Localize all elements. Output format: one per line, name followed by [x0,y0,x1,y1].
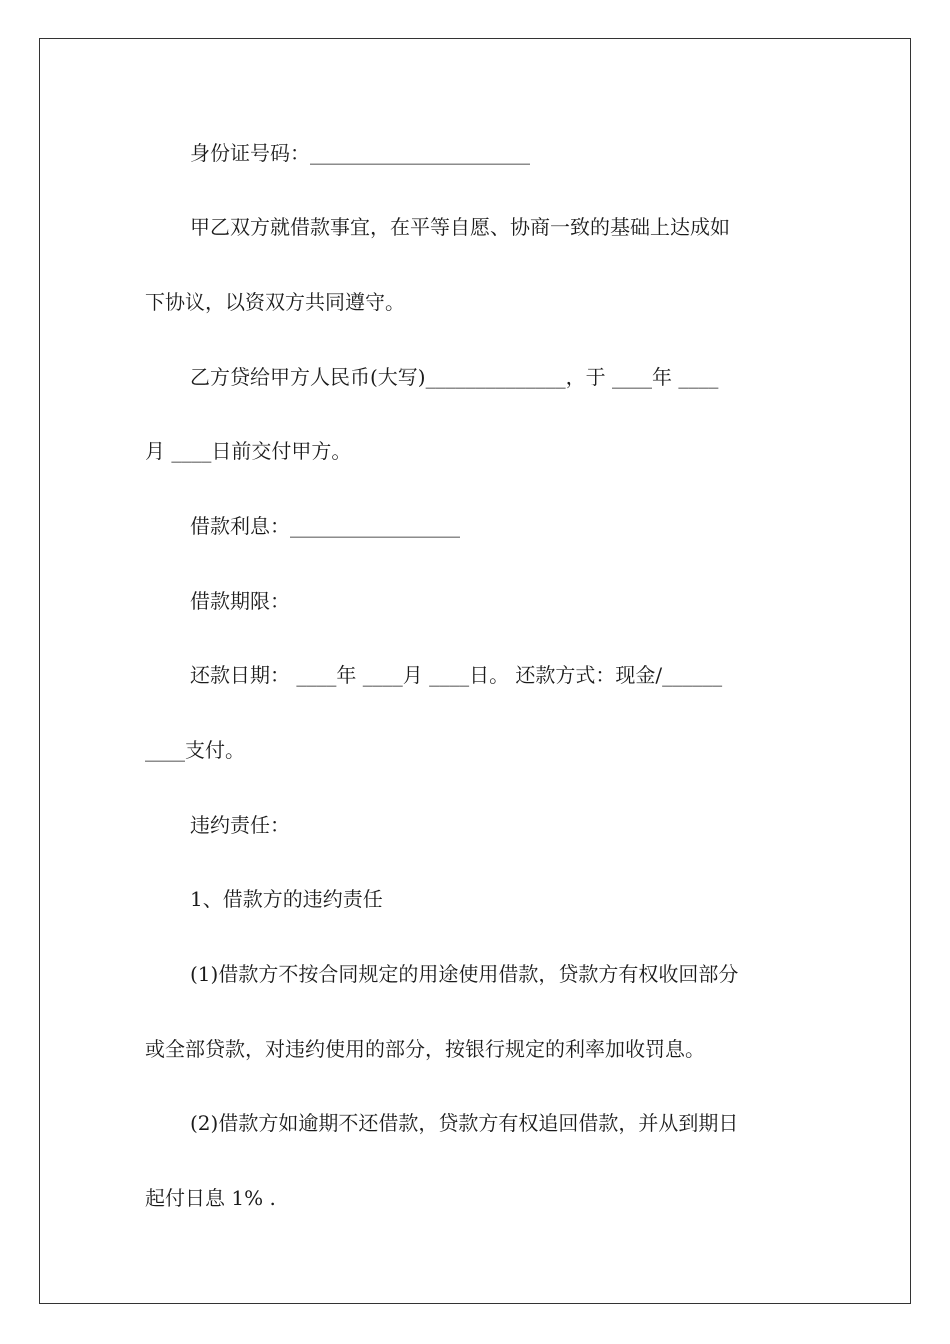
clause-2-line-2: 起付日息 1% . [145,1186,276,1210]
repayment-date-line-2: ____支付。 [145,738,245,762]
borrower-breach-heading: 1、借款方的违约责任 [190,887,383,911]
clause-1-line-1: (1)借款方不按合同规定的用途使用借款，贷款方有权收回部分 [190,962,739,986]
clause-2-line-1: (2)借款方如逾期不还借款，贷款方有权追回借款，并从到期日 [190,1111,739,1135]
loan-term-line: 借款期限： [190,589,290,613]
loan-amount-line-2: 月 ____日前交付甲方。 [145,439,352,463]
agreement-intro-line-2: 下协议，以资双方共同遵守。 [145,290,405,314]
loan-amount-line-1: 乙方贷给甲方人民币(大写)______________，于 ____年 ____ [190,365,719,389]
breach-heading: 违约责任： [190,813,290,837]
id-number-line: 身份证号码：______________________ [190,141,530,165]
repayment-date-line-1: 还款日期： ____年 ____月 ____日。 还款方式：现金/______ [190,663,723,687]
agreement-intro-line-1: 甲乙双方就借款事宜，在平等自愿、协商一致的基础上达成如 [190,215,730,239]
clause-1-line-2: 或全部贷款，对违约使用的部分，按银行规定的利率加收罚息。 [145,1037,705,1061]
loan-interest-line: 借款利息：_________________ [190,514,460,538]
